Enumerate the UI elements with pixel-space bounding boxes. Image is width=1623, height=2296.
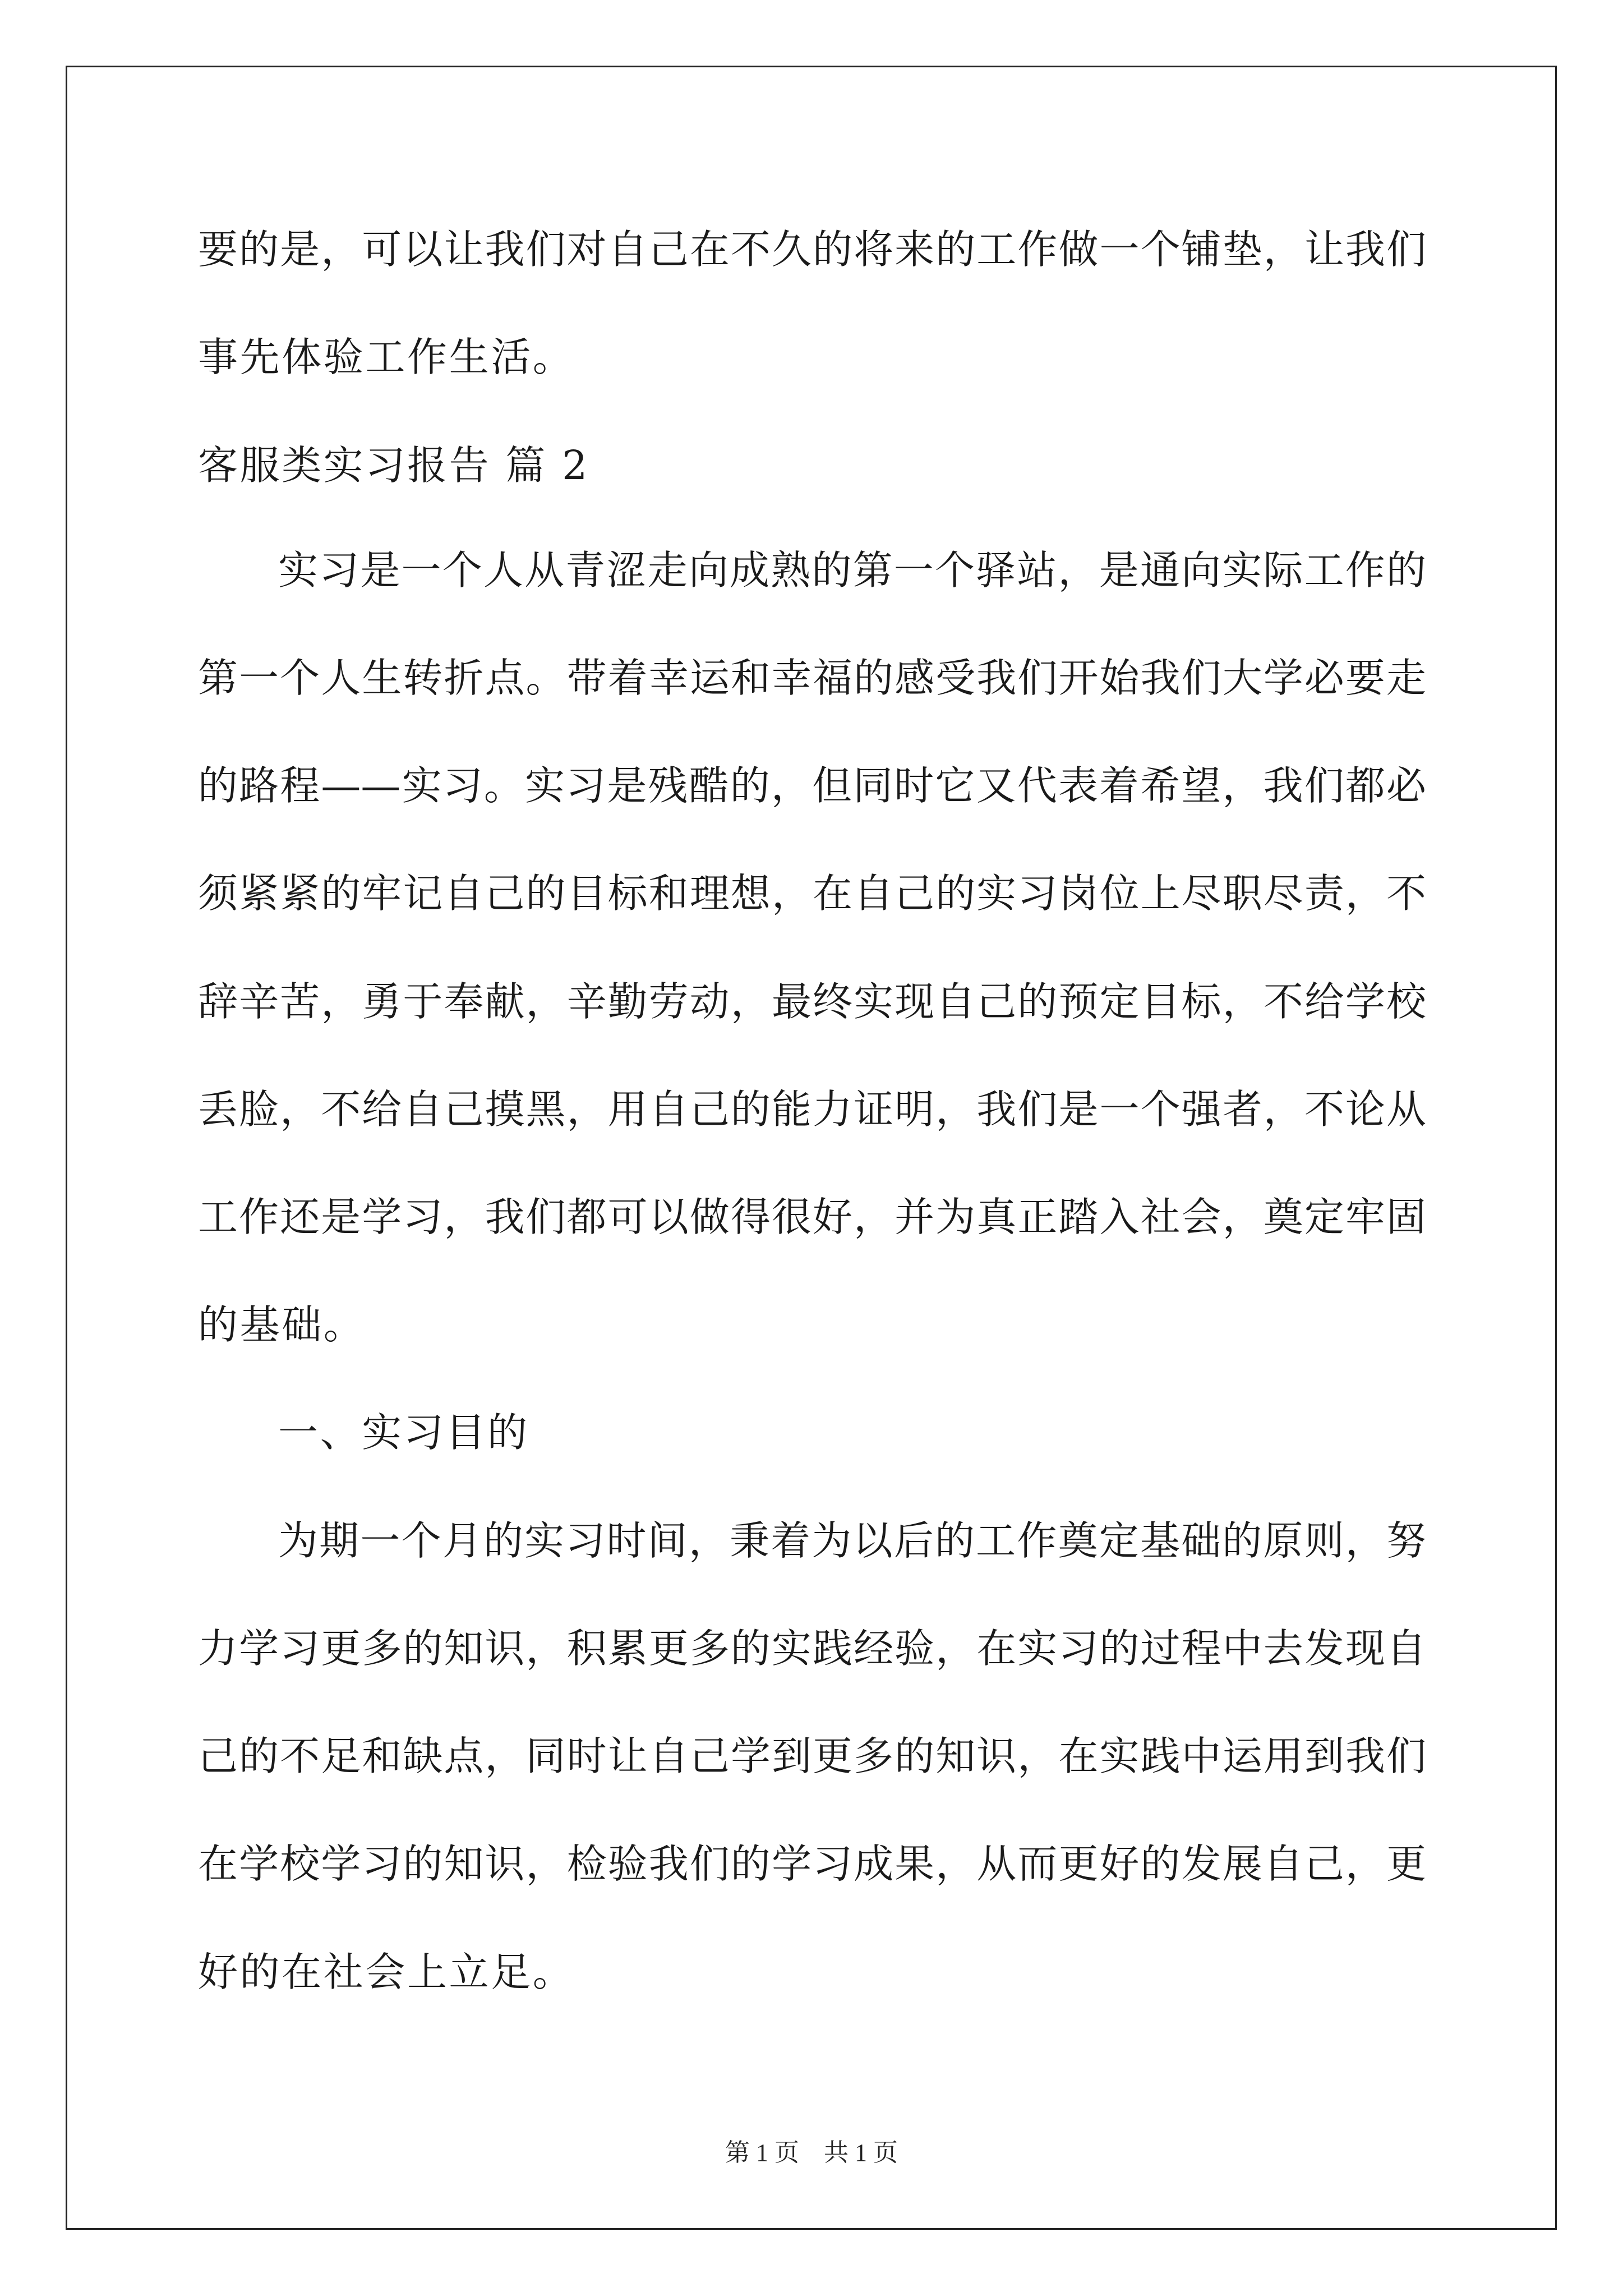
paragraph-line: 的路程——实习。实习是残酷的，但同时它又代表着希望，我们都必 [198,762,1426,809]
paragraph-line: 事先体验工作生活。 [198,334,575,380]
page-footer: 第 1 页 共 1 页 [725,2139,898,2166]
subsection-heading: 一、实习目的 [278,1409,529,1456]
paragraph-line: 的基础。 [198,1301,366,1348]
paragraph-line: 为期一个月的实习时间，秉着为以后的工作奠定基础的原则，努 [278,1517,1426,1564]
paragraph-line: 丢脸，不给自己摸黑，用自己的能力证明，我们是一个强者，不论从 [198,1086,1426,1133]
paragraph-line: 好的在社会上立足。 [198,1949,575,1995]
paragraph-line: 第一个人生转折点。带着幸运和幸福的感受我们开始我们大学必要走 [198,655,1426,701]
paragraph-line: 辞辛苦，勇于奉献，辛勤劳动，最终实现自己的预定目标，不给学校 [198,978,1426,1025]
paragraph-line: 工作还是学习，我们都可以做得很好，并为真正踏入社会，奠定牢固 [198,1194,1426,1240]
paragraph-line: 在学校学习的知识，检验我们的学习成果，从而更好的发展自己，更 [198,1841,1426,1887]
section-heading: 客服类实习报告 篇 2 [198,442,589,489]
paragraph-line: 要的是，可以让我们对自己在不久的将来的工作做一个铺垫，让我们 [198,226,1426,273]
paragraph-line: 实习是一个人从青涩走向成熟的第一个驿站，是通向实际工作的 [278,547,1426,593]
page-border [66,66,1557,2230]
paragraph-line: 须紧紧的牢记自己的目标和理想，在自己的实习岗位上尽职尽责，不 [198,870,1426,917]
paragraph-line: 力学习更多的知识，积累更多的实践经验，在实习的过程中去发现自 [198,1625,1426,1672]
paragraph-line: 己的不足和缺点，同时让自己学到更多的知识，在实践中运用到我们 [198,1733,1426,1779]
